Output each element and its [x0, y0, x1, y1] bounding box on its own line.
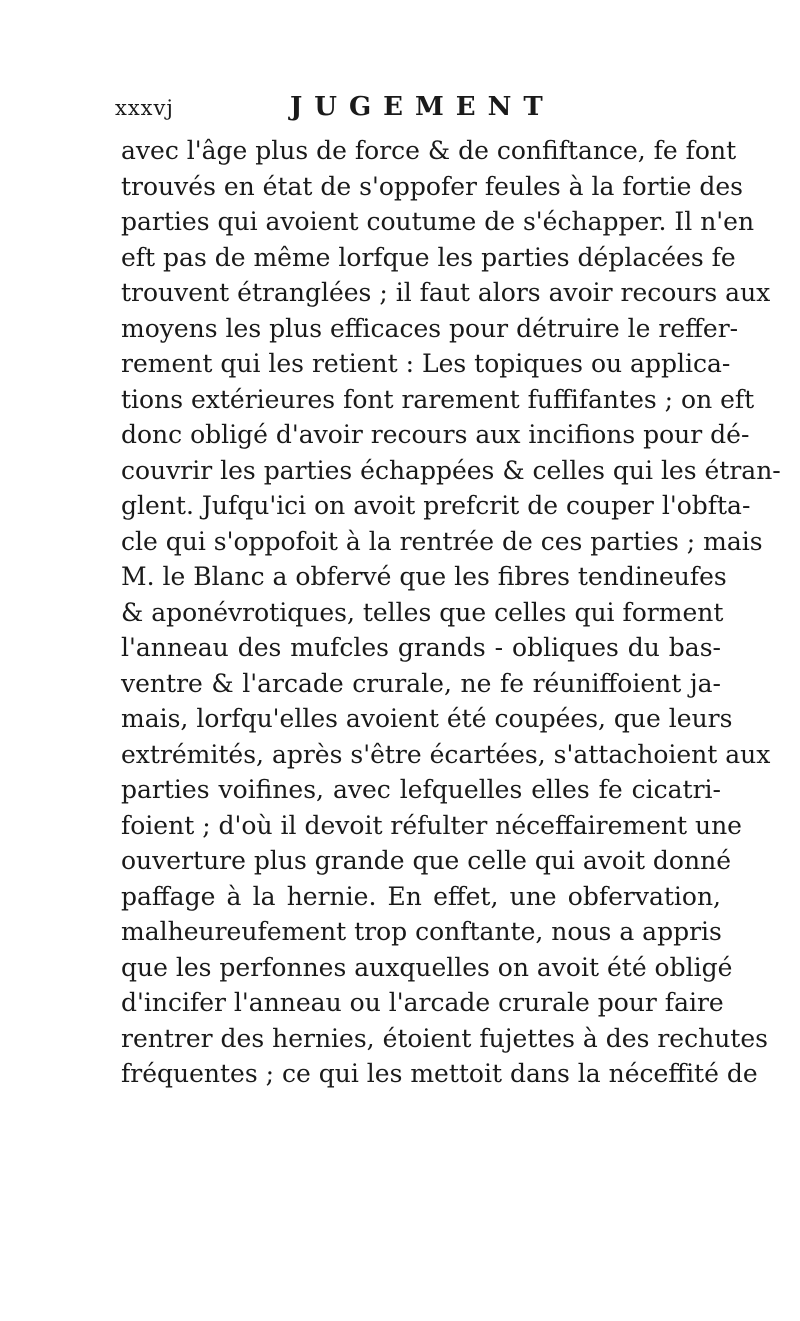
text-line: extrémités, après s'être écartées, s'attachoient aux	[121, 739, 771, 769]
text-line: trouvent étranglées ; il faut alors avoir recours aux	[121, 278, 771, 307]
text-line: rentrer des hernies, étoient fujettes à des rechutes	[121, 1023, 768, 1053]
text-line: l'anneau des mufcles grands - obliques du bas-	[121, 633, 721, 662]
text-line: fréquentes ; ce qui les mettoit dans la néceffité de	[121, 1059, 758, 1088]
text-line: eft pas de même lorfque les parties déplacées fe	[121, 242, 736, 272]
running-title: JUGEMENT	[290, 92, 555, 122]
page-number: xxxvj	[115, 96, 174, 120]
text-line: moyens les plus efficaces pour détruire le reffer-	[121, 313, 739, 343]
text-line: mais, lorfqu'elles avoient été coupées, que leurs	[121, 704, 733, 733]
page-header	[115, 92, 715, 128]
body-text	[121, 133, 781, 1092]
text-line: donc obligé d'avoir recours aux incifions pour dé-	[121, 420, 750, 449]
text-line: foient ; d'où il devoit réfulter néceffairement une	[121, 810, 742, 840]
text-line: & aponévrotiques, telles que celles qui forment	[121, 597, 724, 627]
text-line: cle qui s'oppofoit à la rentrée de ces parties ; mais	[121, 526, 763, 556]
text-line: trouvés en état de s'oppofer feules à la fortie des	[121, 171, 744, 201]
text-line: parties qui avoient coutume de s'échapper. Il n'en	[121, 207, 755, 236]
text-line: glent. Jufqu'ici on avoit prefcrit de couper l'obfta-	[121, 491, 751, 520]
text-line: que les perfonnes auxquelles on avoit été obligé	[121, 952, 733, 982]
text-line: malheureufement trop conftante, nous a appris	[121, 917, 722, 946]
text-line: ventre & l'arcade crurale, ne fe réuniffoient ja-	[121, 668, 721, 698]
text-line: M. le Blanc a obfervé que les fibres tendineufes	[121, 562, 727, 591]
text-line: rement qui les retient : Les topiques ou applica-	[121, 349, 731, 378]
text-line: d'incifer l'anneau ou l'arcade crurale pour faire	[121, 988, 724, 1017]
text-line: couvrir les parties échappées & celles qui les étran-	[121, 455, 781, 485]
text-line: avec l'âge plus de force & de confiftance, fe font	[121, 136, 737, 165]
text-line: paffage à la hernie. En effet, une obfervation,	[121, 881, 721, 911]
text-line: tions extérieures font rarement fuffifantes ; on eft	[121, 384, 755, 414]
text-line: ouverture plus grande que celle qui avoit donné	[121, 846, 731, 875]
text-line: parties voifines, avec lefquelles elles fe cicatri-	[121, 775, 721, 804]
